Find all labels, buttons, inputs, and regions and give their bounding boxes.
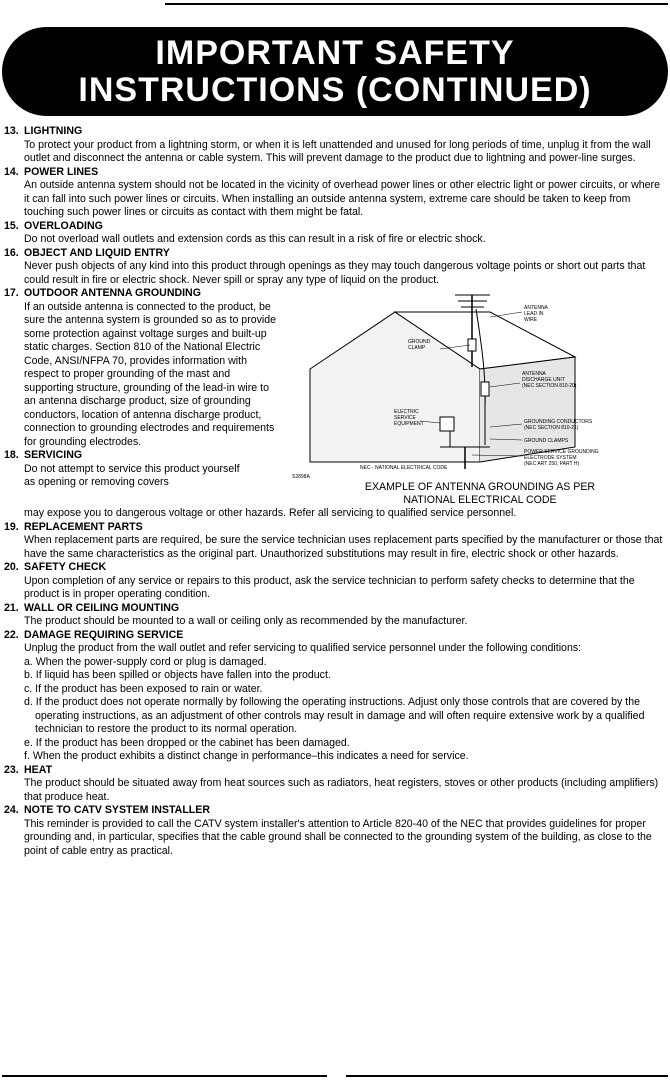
label-electrode-system: (NEC ART 250, PART H) xyxy=(524,461,580,467)
item-heading xyxy=(4,804,668,818)
item-20 xyxy=(4,561,668,602)
item-title: OVERLOADING xyxy=(24,219,103,232)
item-text: Never push objects of any kind into this product through openings as they may touch dangerous voltage points or short out parts that could result in fire or electric shock. Never spill or spray any type of liquid on the product. xyxy=(24,260,646,286)
item-number: 22. xyxy=(4,628,19,641)
item-heading xyxy=(4,521,668,535)
instructions-list xyxy=(4,125,668,858)
item-title: OBJECT AND LIQUID ENTRY xyxy=(24,246,170,259)
item-number: 14. xyxy=(4,165,19,178)
item-number: 19. xyxy=(4,520,19,533)
item-text: may expose you to dangerous voltage or other hazards. Refer all servicing to qualified service personnel. xyxy=(24,507,517,519)
item-22 xyxy=(4,629,668,764)
page-title-line-1: IMPORTANT SAFETY xyxy=(155,33,515,72)
item-number: 15. xyxy=(4,219,19,232)
item-heading xyxy=(4,247,668,261)
label-discharge-unit: ANTENNA xyxy=(522,371,546,377)
item-number: 16. xyxy=(4,246,19,259)
item-text: The product should be situated away from heat sources such as radiators, heat registers, stoves or other products (including amplifiers) that produce heat. xyxy=(24,777,659,803)
label-antenna-lead-in: WIRE xyxy=(524,317,538,323)
antenna-grounding-figure xyxy=(290,287,670,507)
item-text: This reminder is provided to call the CATV system installer's attention to Article 820-40 of the NEC that provides guidelines for proper grounding and, in particular, specifies that the cable ground shall be connected to the grounding system of the building, as close to the point of cable entry as practical. xyxy=(24,817,652,857)
item-text: Unplug the product from the wall outlet and refer servicing to qualified service personnel under the following conditions: xyxy=(24,642,582,654)
antenna-grounding-diagram xyxy=(290,287,670,479)
list-item: c. If the product has been exposed to rain or water. xyxy=(24,682,263,695)
bottom-rule-left xyxy=(2,1075,327,1077)
item-number: 21. xyxy=(4,601,19,614)
label-discharge-unit: DISCHARGE UNIT xyxy=(522,377,565,383)
item-heading xyxy=(4,166,668,180)
label-grounding-conductors: (NEC SECTION 810-21) xyxy=(524,425,579,431)
item-text: If an outside antenna is connected to the product, be sure the antenna system is grounded so as to provide some protection against voltage surges and built-up static charges. Section 810 of the National Electric Code, ANSI/NFPA 70, provides information with respect to proper grounding of the mast and supporting structure, grounding of the lead-in wire to an antenna discharge product, size of grounding conductors, location of antenna discharge product, connection to grounding electrodes and requirements for grounding electrodes. xyxy=(24,300,277,448)
item-number: 24. xyxy=(4,804,19,816)
item-title: DAMAGE REQUIRING SERVICE xyxy=(24,628,184,641)
label-electrode-system: ELECTRODE SYSTEM xyxy=(524,455,577,461)
item-title: LIGHTNING xyxy=(24,125,83,137)
item-heading xyxy=(4,602,668,616)
item-14 xyxy=(4,166,668,220)
item-17-18-column xyxy=(4,287,280,507)
figure-code: S2898A xyxy=(292,474,310,479)
item-number: 23. xyxy=(4,763,19,776)
figure-caption-line: NATIONAL ELECTRICAL CODE xyxy=(403,494,557,506)
item-number: 17. xyxy=(4,287,19,299)
page-title-line-2: INSTRUCTIONS (CONTINUED) xyxy=(78,70,592,109)
top-rule xyxy=(165,3,668,5)
list-item: b. If liquid has been spilled or objects have fallen into the product. xyxy=(24,669,331,681)
item-title: OUTDOOR ANTENNA GROUNDING xyxy=(24,287,201,299)
item-title: REPLACEMENT PARTS xyxy=(24,520,143,533)
list-item: f. When the product exhibits a distinct change in performance–this indicates a need for service. xyxy=(24,750,469,762)
figure-caption xyxy=(290,481,670,507)
item-text: Upon completion of any service or repairs to this product, ask the service technician to perform safety checks to determine that the product is in proper operating condition. xyxy=(24,574,635,600)
item-heading xyxy=(4,629,668,643)
item-13 xyxy=(4,125,668,166)
item-text: An outside antenna system should not be located in the vicinity of overhead power lines or other electric light or power circuits, or where it can fall into such power lines or circuits. When installing an outside antenna system, extreme care should be taken to keep from touching such power lines or circuits as contact with them might be fatal. xyxy=(24,179,660,218)
item-21 xyxy=(4,602,668,629)
label-ground-clamp: GROUND xyxy=(408,339,431,345)
item-title: SERVICING xyxy=(24,449,83,461)
item-17-18-block xyxy=(4,287,668,521)
list-item: a. When the power-supply cord or plug is damaged. xyxy=(24,655,267,668)
item-number: 18. xyxy=(4,449,19,461)
item-heading xyxy=(4,449,280,463)
label-ground-clamp: CLAMP xyxy=(408,345,426,351)
item-title: WALL OR CEILING MOUNTING xyxy=(24,601,180,614)
label-ground-clamps: GROUND CLAMPS xyxy=(524,438,569,444)
item-text: To protect your product from a lightning storm, or when it is left unattended and unused for long periods of time, unplug it from the wall outlet and disconnect the antenna or cable system. This will prevent damage to the product due to lightning and power-line surges. xyxy=(24,138,651,164)
service-equipment-box xyxy=(440,417,454,431)
item-text: Do not attempt to service this product yourself as opening or removing covers xyxy=(24,462,240,488)
item-23 xyxy=(4,764,668,805)
bottom-rule-right xyxy=(346,1075,668,1077)
discharge-unit xyxy=(481,382,489,396)
label-grounding-conductors: GROUNDING CONDUCTORS xyxy=(524,419,593,425)
label-service-equipment: EQUIPMENT xyxy=(394,421,424,427)
label-electrode-system: POWER SERVICE GROUNDING xyxy=(524,449,599,455)
label-service-equipment: SERVICE xyxy=(394,415,416,421)
item-15 xyxy=(4,220,668,247)
item-text: When replacement parts are required, be sure the service technician uses replacement parts specified by the manufacturer or those that have the same characteristics as the original part. Unauthorized substitutions may result in fire, electric shock or other hazards. xyxy=(24,534,663,560)
page-title-banner xyxy=(2,27,668,116)
label-antenna-lead-in: ANTENNA xyxy=(524,305,548,311)
item-title: SAFETY CHECK xyxy=(24,561,107,573)
label-service-equipment: ELECTRIC xyxy=(394,409,419,415)
item-16 xyxy=(4,247,668,288)
item-title: NOTE TO CATV SYSTEM INSTALLER xyxy=(24,804,210,816)
label-antenna-lead-in: LEAD IN xyxy=(524,311,544,317)
list-item: d. If the product does not operate normally by following the operating instructions. Adjust only those controls that are covered by the operating instructions, as an adjustment of other controls may result in damage and will often require extensive work by a qualified technician to restore the product to its normal operation. xyxy=(24,696,645,735)
item-number: 20. xyxy=(4,561,19,573)
item-24 xyxy=(4,804,668,858)
label-nec: NEC - NATIONAL ELECTRICAL CODE xyxy=(360,465,448,471)
item-heading xyxy=(4,125,668,139)
item-heading xyxy=(4,764,668,778)
item-text: Do not overload wall outlets and extension cords as this can result in a risk of fire or electric shock. xyxy=(24,233,486,245)
item-title: HEAT xyxy=(24,763,53,776)
item-heading xyxy=(4,220,668,234)
item-heading xyxy=(4,287,280,301)
figure-caption-line: EXAMPLE OF ANTENNA GROUNDING AS PER xyxy=(364,481,596,493)
item-19 xyxy=(4,521,668,562)
label-discharge-unit: (NEC SECTION 810-20) xyxy=(522,383,577,389)
item-number: 13. xyxy=(4,125,19,137)
list-item: e. If the product has been dropped or the cabinet has been damaged. xyxy=(24,736,350,749)
antenna-grounding-drawing xyxy=(290,287,620,479)
item-title: POWER LINES xyxy=(24,165,99,178)
item-text: The product should be mounted to a wall or ceiling only as recommended by the manufacturer. xyxy=(24,615,468,627)
item-heading xyxy=(4,561,668,575)
